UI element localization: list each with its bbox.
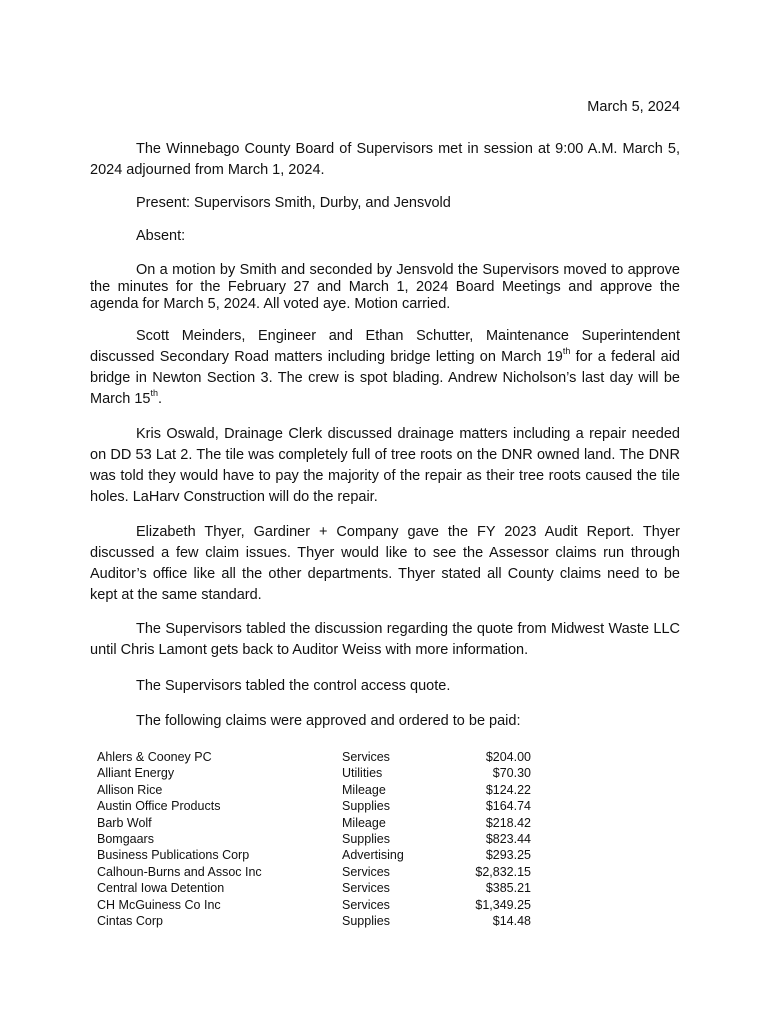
- claim-row: [97, 782, 537, 798]
- secondary-road-text-2: for a federal aid bridge in Newton Section 3. The crew is spot blading. Andrew Nicholson’s last day will be March 15: [90, 349, 680, 407]
- claim-type: Services: [342, 881, 390, 896]
- claims-table: [97, 749, 537, 929]
- claim-amount: $204.00: [485, 750, 531, 764]
- meeting-date: March 5, 2024: [587, 99, 680, 115]
- claim-row: [97, 749, 537, 765]
- claim-row: [97, 897, 537, 913]
- claim-type: Services: [342, 864, 390, 879]
- claim-vendor: Allison Rice: [97, 782, 163, 797]
- secondary-road-text-3: .: [157, 391, 162, 407]
- claim-row: [97, 815, 537, 831]
- midwest-waste-paragraph: The Supervisors tabled the discussion regarding the quote from Midwest Waste LLC until Chris Lamont gets back to Auditor Weiss with more information.: [90, 621, 680, 658]
- claim-vendor: Central Iowa Detention: [97, 881, 225, 896]
- claim-row: [97, 880, 537, 896]
- claim-amount: $293.25: [485, 848, 531, 863]
- absent-line: Absent:: [136, 228, 186, 244]
- claim-amount: $14.48: [492, 913, 531, 928]
- opening-paragraph: The Winnebago County Board of Supervisors met in session at 9:00 A.M. March 5, 2024 adjourned from March 1, 2024.: [90, 141, 680, 178]
- claim-vendor: CH McGuiness Co Inc: [97, 897, 221, 912]
- claim-row: [97, 913, 537, 929]
- claim-type: Advertising: [342, 848, 404, 863]
- claim-vendor: Business Publications Corp: [97, 848, 250, 863]
- present-line: Present: Supervisors Smith, Durby, and Jensvold: [136, 195, 451, 211]
- claim-row: [97, 831, 537, 847]
- claim-amount: $70.30: [492, 766, 531, 781]
- claims-intro-paragraph: The following claims were approved and ordered to be paid:: [136, 713, 521, 729]
- claim-type: Supplies: [342, 831, 390, 846]
- audit-report-paragraph: Elizabeth Thyer, Gardiner + Company gave the FY 2023 Audit Report. Thyer discussed a few claim issues. Thyer would like to see the Assessor claims run through Auditor’s office like all the other departments. Thyer stated all County claims need to be kept at the same standard.: [90, 524, 680, 603]
- claim-vendor: Barb Wolf: [97, 815, 152, 830]
- secondary-road-text-1: Scott Meinders, Engineer and Ethan Schutter, Maintenance Superintendent discussed Secondary Road matters including bridge letting on March 19: [90, 328, 680, 365]
- claim-vendor: Cintas Corp: [97, 913, 163, 928]
- claim-type: Mileage: [342, 782, 386, 797]
- claim-amount: $218.42: [485, 815, 531, 830]
- ordinal-suffix-2: th: [150, 388, 158, 399]
- claim-type: Supplies: [342, 913, 390, 928]
- claim-type: Services: [342, 897, 390, 912]
- claim-amount: $124.22: [485, 782, 531, 797]
- claim-type: Services: [342, 750, 390, 764]
- claim-row: [97, 847, 537, 863]
- claim-vendor: Alliant Energy: [97, 766, 175, 781]
- claim-row: [97, 864, 537, 880]
- claim-row: [97, 798, 537, 814]
- claim-vendor: Austin Office Products: [97, 799, 221, 814]
- claim-type: Supplies: [342, 799, 390, 814]
- claim-vendor: Bomgaars: [97, 831, 154, 846]
- claim-vendor: Calhoun-Burns and Assoc Inc: [97, 864, 262, 879]
- claim-vendor: Ahlers & Cooney PC: [97, 750, 212, 764]
- claim-type: Mileage: [342, 815, 386, 830]
- secondary-road-paragraph: [90, 326, 680, 410]
- minutes-motion-paragraph: On a motion by Smith and seconded by Jensvold the Supervisors moved to approve the minutes for the February 27 and March 1, 2024 Board Meetings and approve the agenda for March 5, 2024. All voted aye. Motion carried.: [90, 262, 680, 312]
- claim-amount: $164.74: [485, 799, 531, 814]
- control-access-paragraph: The Supervisors tabled the control access quote.: [136, 678, 451, 694]
- claim-amount: $2,832.15: [475, 864, 531, 879]
- claim-amount: $823.44: [485, 831, 531, 846]
- claim-amount: $1,349.25: [475, 897, 531, 912]
- claim-type: Utilities: [342, 766, 383, 781]
- claim-amount: $385.21: [485, 881, 531, 896]
- claim-row: [97, 765, 537, 781]
- drainage-paragraph: Kris Oswald, Drainage Clerk discussed drainage matters including a repair needed on DD 53 Lat 2. The tile was completely full of tree roots on the DNR owned land. The DNR was told they would have to pay the majority of the repair as their tree roots caused the tile holes. LaHarv Construction will do the repair.: [90, 426, 680, 505]
- ordinal-suffix-1: th: [562, 346, 571, 357]
